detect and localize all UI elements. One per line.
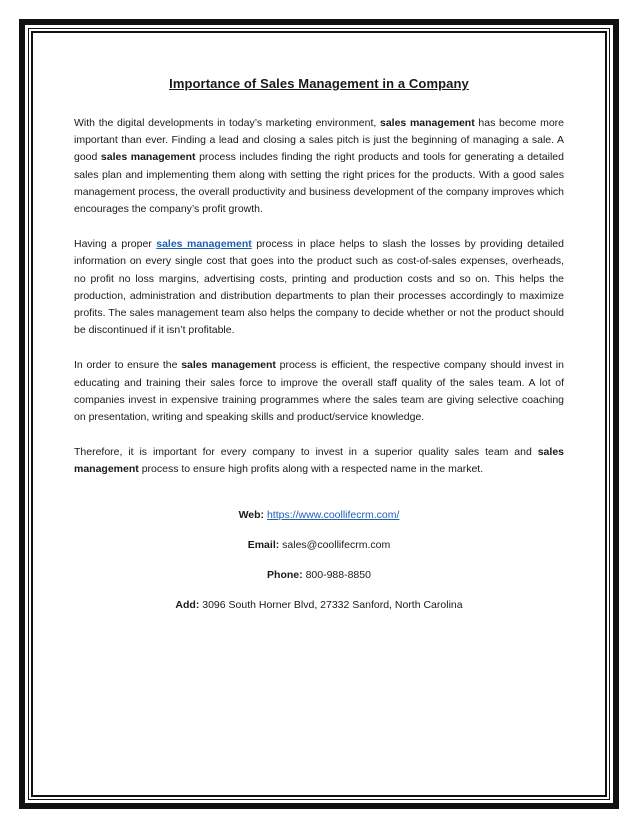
bold-term: sales management <box>100 151 196 164</box>
address-label: Add: <box>175 598 200 611</box>
email-value: sales@coollifecrm.com <box>282 538 391 551</box>
contact-address <box>74 597 564 614</box>
contact-email <box>74 537 564 554</box>
address-value: 3096 South Horner Blvd, 27332 Sanford, North Carolina <box>202 598 463 611</box>
paragraph-text: process in place helps to slash the losses by providing detailed information on every single cost that goes into the product such as cost-of-sales expenses, overheads, no profit no loss margins, advertising costs, printing and production costs and so on. This helps the production, administration and distribution departments to plan their processes accordingly to maximize profits. The sales management team also helps the company to decide whether or not the product should be discontinued if it isn’t profitable. <box>74 238 564 337</box>
paragraph-text: process includes finding the right products and tools for generating a detailed sales plan and implementing them along with setting the right prices for the products. With a good sales management process, the overall productivity and business development of the company improves which encourages the company’s profit growth. <box>74 151 564 216</box>
paragraph-3 <box>74 357 564 426</box>
paragraph-text: process to ensure high profits along with a respected name in the market. <box>138 463 484 476</box>
paragraph-2 <box>74 236 564 339</box>
email-label: Email: <box>247 538 280 551</box>
phone-label: Phone: <box>267 568 303 581</box>
paragraph-text: In order to ensure the <box>74 359 182 372</box>
website-link[interactable]: https://www.coollifecrm.com/ <box>266 508 400 521</box>
web-label: Web: <box>238 508 265 521</box>
paragraph-text: process is efficient, the respective company should invest in educating and training their sales force to improve the overall staff quality of the sales team. A lot of companies invest in expensive training programmes where the sales team are giving selective coaching on presentation, writing and speaking skills and product/service knowledge. <box>74 359 564 424</box>
bold-term: sales management <box>181 359 276 372</box>
phone-value: 800-988-8850 <box>305 568 371 581</box>
contact-block <box>74 507 564 614</box>
document-body <box>74 75 564 627</box>
paragraph-text: With the digital developments in today’s marketing environment, <box>74 117 380 129</box>
paragraph-1 <box>74 115 564 218</box>
contact-phone <box>74 567 564 584</box>
bold-term: sales management <box>74 446 564 476</box>
paragraph-text: Having a proper <box>74 238 157 251</box>
paragraph-4 <box>74 444 564 478</box>
sales-management-link[interactable]: sales management <box>156 238 252 251</box>
bold-term: sales management <box>379 117 475 129</box>
document-title: Importance of Sales Management in a Company <box>169 76 469 91</box>
paragraph-text: Therefore, it is important for every company to invest in a superior quality sales team and <box>74 446 538 459</box>
contact-web <box>74 507 564 524</box>
paragraph-text: has become more important than ever. Finding a lead and closing a sales pitch is just the beginning of managing a sale. A good <box>74 117 564 164</box>
